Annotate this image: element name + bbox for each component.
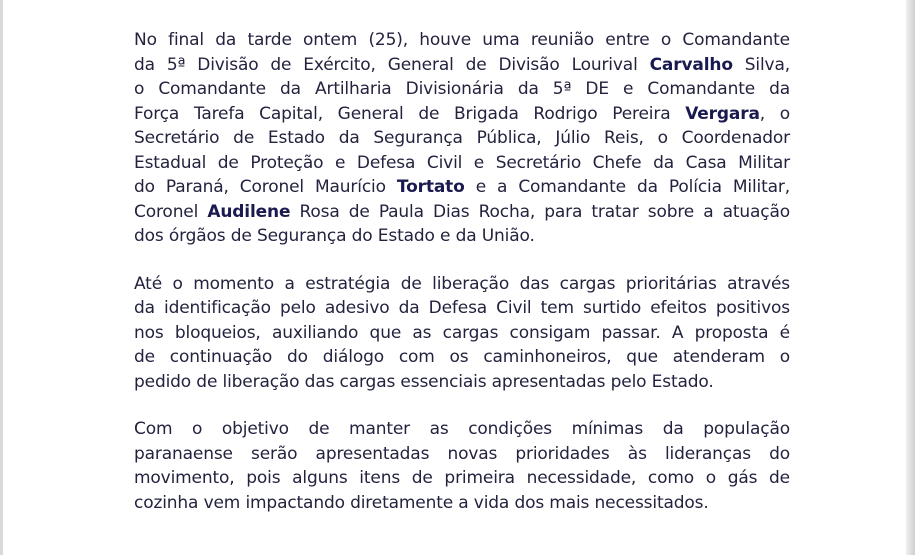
text-line [134,53,790,78]
paragraph [134,272,790,395]
text-segment: , o [759,103,790,124]
text-segment: e a Comandante da Polícia Militar, [464,177,790,197]
text-line [134,442,790,467]
text-segment: Até o momento a estratégia de liberação das cargas prioritárias através [134,273,790,294]
text-segment: do Paraná, Coronel Maurício [134,177,397,197]
text-line [134,224,790,249]
paragraph [134,28,790,249]
text-line [134,77,790,102]
text-segment: Secretário de Estado da Segurança Pública, Júlio Reis, o Coordenador [134,128,790,148]
paragraph [134,417,790,515]
text-segment: Com o objetivo de manter as condições mínimas da população [134,419,790,439]
text-segment: Coronel [134,201,208,222]
text-line [134,321,790,346]
bold-name: Vergara [685,103,760,124]
text-segment: pedido de liberação das cargas essenciais apresentadas pelo Estado. [134,371,714,392]
text-line [134,175,790,200]
text-segment: o Comandante da Artilharia Divisionária da 5ª DE e Comandante da [134,79,790,99]
text-segment: movimento, pois alguns itens de primeira necessidade, como o gás de [134,468,790,488]
text-line [134,272,790,297]
text-line [134,417,790,442]
text-line [134,466,790,491]
text-segment: nos bloqueios, auxiliando que as cargas consigam passar. A proposta é [134,322,790,343]
text-segment: da 5ª Divisão de Exército, General de Divisão Lourival [134,54,650,75]
text-line [134,126,790,151]
text-line [134,296,790,321]
text-line [134,28,790,53]
text-segment: dos órgãos de Segurança do Estado e da União. [134,226,535,246]
bold-name: Tortato [396,177,465,197]
text-segment: de continuação do diálogo com os caminhoneiros, que atenderam o [134,347,790,367]
text-segment: No final da tarde ontem (25), houve uma reunião entre o Comandante [134,30,790,50]
text-segment: Rosa de Paula Dias Rocha, para tratar sobre a atuação [290,201,791,222]
text-segment: cozinha vem impactando diretamente a vida dos mais necessitados. [134,492,709,513]
page-edge-right [906,0,915,555]
text-segment: Estadual de Proteção e Defesa Civil e Secretário Chefe da Casa Militar [134,152,790,173]
text-line [134,370,790,395]
text-line [134,102,790,127]
bold-name: Audilene [207,201,291,222]
text-line [134,491,790,516]
text-segment: da identificação pelo adesivo da Defesa Civil tem surtido efeitos positivos [134,298,790,318]
text-line [134,200,790,225]
text-segment: Força Tarefa Capital, General de Brigada Rodrigo Pereira [134,103,686,124]
text-segment: paranaense serão apresentadas novas prioridades às lideranças do [134,443,790,464]
text-line [134,345,790,370]
page-edge-left [0,0,3,555]
bold-name: Carvalho [649,54,733,75]
text-segment: Silva, [732,54,790,75]
text-line [134,151,790,176]
document-body [134,28,790,538]
